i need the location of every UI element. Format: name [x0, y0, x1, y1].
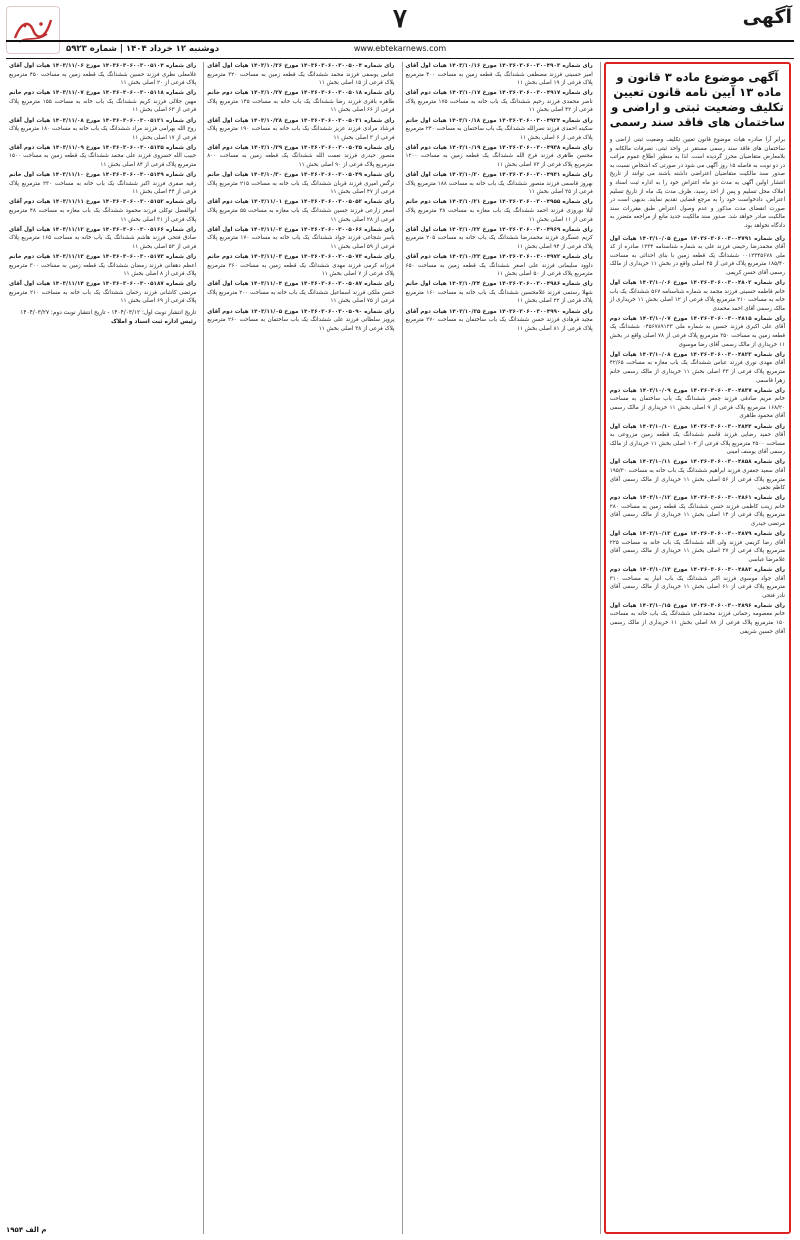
columns-container — [6, 62, 794, 1234]
issue-info: دوشنبه ۱۲ خرداد ۱۴۰۴ | شماره ۵۹۲۳ — [66, 44, 220, 54]
ad-entry: رای شماره ۱۴۰۳۶۰۳۰۶۰۰۳۰۰۵۰۴۹ مورخ ۱۴۰۳/۱۰/۳۰ هیات اول خانم نرگس امیری فرزند قربان ششدانگ یک باب خانه به مساحت ۲۱۵ مترمربع پلاک فرعی از ۴۷ اصلی بخش ۱۱ — [207, 172, 395, 196]
ad-entry: رای شماره ۱۴۰۳۶۰۳۰۶۰۰۳۰۰۴۹۳۸ مورخ ۱۴۰۳/۱۰/۱۹ هیات دوم آقای محسن طاهری فرزند فرج الله ششدانگ یک قطعه زمین به مساحت ۱۲۰۰ مترمربع پلاک فرعی از ۷۳ اصلی بخش ۱۱ — [405, 144, 593, 169]
ad-entry: رای شماره ۱۴۰۳۶۰۳۰۶۰۰۳۰۰۴۸۵۸ مورخ ۱۴۰۳/۱۰/۱۱ هیات اول آقای سعید جعفری فرزند ابراهیم ششدانگ یک باب خانه به مساحت ۱۹۵/۳۰ مترمربع پلاک فرعی از ۵۶ اصلی بخش ۱۱ خریداری از مالک رسمی آقای کاظم نجفی — [609, 459, 786, 492]
ad-entry: رای شماره ۱۴۰۳۶۰۳۰۶۰۰۳۰۰۵۱۰۴ مورخ ۱۴۰۳/۱۱/۰۶ هیات اول آقای غلامعلی نظری فرزند حسین ششدانگ یک قطعه زمین به مساحت ۴۵۰ مترمربع پلاک فرعی از ۲۰ اصلی بخش ۱۱ — [9, 63, 197, 87]
ad-intro: برابر آرا صادره هیات موضوع قانون تعیین تکلیف وضعیت ثبتی اراضی و ساختمان های فاقد سند رسمی مستقر در واحد ثبتی، تصرفات مالکانه و بلامعارض متقاضیان محرز گردیده است. لذا به منظور اطلاع عموم مراتب در دو نوبت به فاصله ۱۵ روز آگهی می شود در صورتی که اشخاص نسبت به صدور سند مالکیت متقاضیان اعتراضی داشته باشند می توانند از تاریخ انتشار اولین آگهی به مدت دو ماه اعتراض خود را به اداره ثبت اسناد و املاک محل تسلیم و پس از اخذ رسید، ظرف مدت یک ماه از تاریخ تسلیم اعتراض، دادخواست خود را به مرجع قضایی تقدیم نمایند. بدیهی است در صورت انقضای مدت مذکور و عدم وصول اعتراض طبق مقررات سند مالکیت صادر خواهد شد. صدور سند مالکیت جدید مانع از مراجعه متضرر به دادگاه نخواهد بود. — [609, 137, 785, 229]
entries-list — [207, 62, 394, 333]
ad-entry: رای شماره ۱۴۰۳۶۰۳۰۶۰۰۳۰۰۴۸۶۱ مورخ ۱۴۰۳/۱۰/۱۲ هیات دوم خانم زینب کاظمی فرزند حسن ششدانگ یک قطعه زمین به مساحت ۲۸۰ مترمربع پلاک فرعی از ۱۴ اصلی بخش ۱۱ خریداری از مالک رسمی آقای مرتضی حیدری — [609, 495, 786, 528]
ad-entry: رای شماره ۱۴۰۳۶۰۳۰۶۰۰۳۰۰۴۹۰۳ مورخ ۱۴۰۳/۱۰/۱۶ هیات اول آقای امیر حسینی فرزند مصطفی ششدانگ یک قطعه زمین به مساحت ۴۰۰ مترمربع پلاک فرعی از ۱۹ اصلی بخش ۱۱ — [405, 63, 593, 87]
ad-entry: رای شماره ۱۴۰۳۶۰۳۰۶۰۰۳۰۰۴۹۱۷ مورخ ۱۴۰۳/۱۰/۱۷ هیات دوم آقای ناصر محمدی فرزند رحیم ششدانگ یک باب خانه به مساحت ۱۷۵ مترمربع پلاک فرعی از ۴۲ اصلی بخش ۱۱ — [405, 90, 593, 114]
ad-entry: رای شماره ۱۴۰۳۶۰۳۰۶۰۰۳۰۰۵۰۱۸ مورخ ۱۴۰۳/۱۰/۲۷ هیات دوم خانم طاهره باقری فرزند رضا ششدانگ یک باب خانه به مساحت ۱۴۵ مترمربع پلاک فرعی از ۶۶ اصلی بخش ۱۱ — [207, 90, 395, 114]
ad-entry: رای شماره ۱۴۰۳۶۰۳۰۶۰۰۳۰۰۵۱۵۲ مورخ ۱۴۰۳/۱۱/۱۱ هیات دوم آقای ابوالفضل توکلی فرزند محمود ششدانگ یک باب مغازه به مساحت ۴۸ مترمربع پلاک فرعی از ۳۱ اصلی بخش ۱۱ — [9, 199, 197, 223]
ad-entry: رای شماره ۱۴۰۳۶۰۳۰۶۰۰۳۰۰۴۸۷۹ مورخ ۱۴۰۳/۱۰/۱۳ هیات اول آقای رضا کریمی فرزند ولی الله ششدانگ یک باب خانه به مساحت ۲۲۵ مترمربع پلاک فرعی از ۲۷ اصلی بخش ۱۱ خریداری از مالک رسمی آقای غلامرضا عباسی — [609, 531, 786, 563]
ad-entry: رای شماره ۱۴۰۳۶۰۳۰۶۰۰۳۰۰۵۰۵۲ مورخ ۱۴۰۳/۱۱/۰۱ هیات دوم آقای اصغر زارعی فرزند حسین ششدانگ یک باب مغازه به مساحت ۵۵ مترمربع پلاک فرعی از ۲۸ اصلی بخش ۱۱ — [207, 199, 395, 223]
entries-list — [9, 62, 196, 306]
ad-box — [604, 62, 791, 1234]
ad-entry: رای شماره ۱۴۰۳۶۰۳۰۶۰۰۳۰۰۴۹۴۱ مورخ ۱۴۰۳/۱۰/۲۰ هیات اول آقای بهروز قاسمی فرزند منصور ششدانگ یک باب خانه به مساحت ۱۸۸ مترمربع پلاک فرعی از ۳۵ اصلی بخش ۱۱ — [405, 172, 593, 196]
ad-entry: رای شماره ۱۴۰۳۶۰۳۰۶۰۰۳۰۰۵۱۲۱ مورخ ۱۴۰۳/۱۱/۰۸ هیات اول آقای روح الله بهرامی فرزند مراد ششدانگ یک باب خانه به مساحت ۱۸۰ مترمربع پلاک فرعی از ۱۷ اصلی بخش ۱۱ — [9, 117, 197, 141]
ad-entry: رای شماره ۱۴۰۳۶۰۳۰۶۰۰۳۰۰۵۱۱۸ مورخ ۱۴۰۳/۱۱/۰۷ هیات دوم خانم مهین جلالی فرزند کریم ششدانگ یک باب خانه به مساحت ۱۵۵ مترمربع پلاک فرعی از ۶۳ اصلی بخش ۱۱ — [9, 90, 197, 114]
entries-list — [406, 62, 593, 333]
footer-block — [9, 309, 196, 327]
column-2 — [402, 62, 596, 1234]
section-title: آگهی — [742, 6, 792, 28]
ad-entry: رای شماره ۱۴۰۳۶۰۳۰۶۰۰۳۰۰۴۹۲۴ مورخ ۱۴۰۳/۱۰/۱۸ هیات اول خانم سکینه احمدی فرزند نصرالله ششدانگ یک باب ساختمان به مساحت ۲۴۰ مترمربع پلاک فرعی از ۶ اصلی بخش ۱۱ — [405, 117, 593, 141]
ad-entry: رای شماره ۱۴۰۳۶۰۳۰۶۰۰۳۰۰۴۸۸۲ مورخ ۱۴۰۳/۱۰/۱۴ هیات دوم آقای جواد موسوی فرزند اکبر ششدانگ یک باب انبار به مساحت ۳۱۰ مترمربع پلاک فرعی از ۶۱ اصلی بخش ۱۱ خریداری از مالک رسمی آقای نادر فتحی — [609, 567, 786, 599]
ad-entry: رای شماره ۱۴۰۳۶۰۳۰۶۰۰۳۰۰۴۸۰۲ مورخ ۱۴۰۳/۱۰/۰۶ هیات اول خانم فاطمه حسینی فرزند محمد به شماره شناسنامه ۵۶۷ ششدانگ یک باب خانه به مساحت ۲۱۰ مترمربع پلاک فرعی از ۱۲ اصلی بخش ۱۱ خریداری از مالک رسمی آقای احمد محمدی — [609, 280, 786, 312]
ad-code: م الف ۱۹۵۴ — [6, 1226, 47, 1234]
column-1 — [600, 62, 794, 1234]
ad-entry: رای شماره ۱۴۰۳۶۰۳۰۶۰۰۳۰۰۴۹۵۵ مورخ ۱۴۰۳/۱۰/۲۱ هیات دوم خانم لیلا نوروزی فرزند احمد ششدانگ یک باب مغازه به مساحت ۳۸ مترمربع پلاک فرعی از ۱۱ اصلی بخش ۱۱ — [405, 199, 593, 223]
ad-entry: رای شماره ۱۴۰۳۶۰۳۰۶۰۰۳۰۰۵۰۳۵ مورخ ۱۴۰۳/۱۰/۲۹ هیات دوم آقای منصور حیدری فرزند نعمت الله ششدانگ یک قطعه زمین به مساحت ۸۰۰ مترمربع پلاک فرعی از ۹۰ اصلی بخش ۱۱ — [207, 144, 395, 169]
website-url[interactable]: www.ebtekarnews.com — [353, 44, 447, 53]
entries-list — [610, 235, 785, 637]
ad-title: آگهی موضوع ماده ۳ قانون و ماده ۱۳ آیین نامه قانون تعیین تکلیف وضعیت ثبتی و اراضی و ساختمان های فاقد سند رسمی — [609, 70, 785, 129]
ad-entry: رای شماره ۱۴۰۳۶۰۳۰۶۰۰۳۰۰۵۱۸۷ مورخ ۱۴۰۳/۱۱/۱۴ هیات اول آقای مرتضی کاشانی فرزند رحمان ششدانگ یک باب خانه به مساحت ۲۱۰ مترمربع پلاک فرعی از ۶۹ اصلی بخش ۱۱ — [9, 281, 197, 305]
page-number: ۷ — [393, 4, 407, 34]
ad-entry: رای شماره ۱۴۰۳۶۰۳۰۶۰۰۳۰۰۵۰۶۶ مورخ ۱۴۰۳/۱۱/۰۲ هیات اول آقای یاسر شجاعی فرزند جواد ششدانگ یک باب خانه به مساحت ۱۷۰ مترمربع پلاک فرعی از ۵۹ اصلی بخش ۱۱ — [207, 226, 395, 250]
ad-entry: رای شماره ۱۴۰۳۶۰۳۰۶۰۰۳۰۰۵۱۴۹ مورخ ۱۴۰۳/۱۱/۱۰ هیات اول خانم رقیه صفری فرزند اکبر ششدانگ یک باب خانه به مساحت ۲۳۰ مترمربع پلاک فرعی از ۴۴ اصلی بخش ۱۱ — [9, 172, 197, 196]
ad-entry: رای شماره ۱۴۰۳۶۰۳۰۶۰۰۳۰۰۴۹۶۹ مورخ ۱۴۰۳/۱۰/۲۲ هیات اول آقای کریم عسگری فرزند محمدرضا ششدانگ یک باب خانه به مساحت ۲۰۵ مترمربع پلاک فرعی از ۹۴ اصلی بخش ۱۱ — [405, 226, 593, 250]
publish-dates: تاریخ انتشار نوبت اول: ۱۴۰۴/۰۳/۱۲ - تاریخ انتشار نوبت دوم: ۱۴۰۴/۰۳/۲۷ — [20, 310, 197, 317]
signature: رئیس اداره ثبت اسناد و املاک — [110, 319, 197, 326]
ad-entry: رای شماره ۱۴۰۳۶۰۳۰۶۰۰۳۰۰۵۰۸۷ مورخ ۱۴۰۳/۱۱/۰۴ هیات اول آقای حسن ملکی فرزند اسماعیل ششدانگ یک باب خانه به مساحت ۲۰۰ مترمربع پلاک فرعی از ۷۵ اصلی بخش ۱۱ — [207, 281, 395, 305]
ad-entry: رای شماره ۱۴۰۳۶۰۳۰۶۰۰۳۰۰۴۸۳۷ مورخ ۱۴۰۳/۱۰/۰۹ هیات دوم خانم مریم صادقی فرزند جعفر ششدانگ یک باب ساختمان به مساحت ۱۶۸/۲۰ مترمربع پلاک فرعی از ۹ اصلی بخش ۱۱ خریداری از مالک رسمی آقای محمود طاهری — [609, 387, 785, 420]
ad-entry: رای شماره ۱۴۰۳۶۰۳۰۶۰۰۳۰۰۵۱۳۵ مورخ ۱۴۰۳/۱۱/۰۹ هیات دوم آقای حبیب الله خسروی فرزند علی محمد ششدانگ یک قطعه زمین به مساحت ۱۵۰۰ مترمربع پلاک فرعی از ۸۴ اصلی بخش ۱۱ — [9, 144, 197, 169]
ad-entry: رای شماره ۱۴۰۳۶۰۳۰۶۰۰۳۰۰۴۸۱۵ مورخ ۱۴۰۳/۱۰/۰۷ هیات دوم آقای علی اکبری فرزند حسین به شماره ملی ۰۴۵۶۷۸۹۱۲۳ ششدانگ یک قطعه زمین به مساحت ۳۵۰ مترمربع پلاک فرعی از ۷۸ اصلی واقع در بخش ۱۱ خریداری از مالک رسمی آقای رضا موسوی — [609, 315, 785, 348]
header-divider — [6, 40, 794, 42]
ad-entry: رای شماره ۱۴۰۳۶۰۳۰۶۰۰۳۰۰۵۱۶۶ مورخ ۱۴۰۳/۱۱/۱۲ هیات اول آقای صادق فتحی فرزند هاشم ششدانگ یک باب خانه به مساحت ۱۶۵ مترمربع پلاک فرعی از ۵۲ اصلی بخش ۱۱ — [9, 226, 197, 250]
column-3 — [203, 62, 397, 1234]
ad-entry: رای شماره ۱۴۰۳۶۰۳۰۶۰۰۳۰۰۵۰۰۴ مورخ ۱۴۰۳/۱۰/۲۶ هیات اول آقای عباس یوسفی فرزند محمد ششدانگ یک قطعه زمین به مساحت ۳۲۰ مترمربع پلاک فرعی از ۱۵ اصلی بخش ۱۱ — [207, 63, 395, 87]
column-4 — [6, 62, 199, 1234]
ad-entry: رای شماره ۱۴۰۳۶۰۳۰۶۰۰۳۰۰۴۸۹۶ مورخ ۱۴۰۳/۱۰/۱۵ هیات اول خانم معصومه رحمانی فرزند محمدعلی ششدانگ یک باب خانه به مساحت ۱۵۰ مترمربع پلاک فرعی از ۸۸ اصلی بخش ۱۱ خریداری از مالک رسمی آقای حسین شریفی — [609, 602, 785, 635]
ad-entry: رای شماره ۱۴۰۳۶۰۳۰۶۰۰۳۰۰۵۰۷۳ مورخ ۱۴۰۳/۱۱/۰۳ هیات دوم خانم فرزانه کرمی فرزند مهدی ششدانگ یک قطعه زمین به مساحت ۳۶۰ مترمربع پلاک فرعی از ۷ اصلی بخش ۱۱ — [207, 253, 395, 278]
ad-entry: رای شماره ۱۴۰۳۶۰۳۰۶۰۰۳۰۰۴۷۹۱ مورخ ۱۴۰۳/۱۰/۰۵ هیات اول آقای محمدرضا رحیمی فرزند علی به شماره شناسنامه ۱۲۳۴ صادره از کد ملی ۰۰۱۲۳۴۵۶۷۸ ششدانگ یک قطعه زمین با بنای احداثی به مساحت ۱۸۵/۴۰ مترمربع پلاک فرعی از ۴۵ اصلی واقع در بخش ۱۱ خریداری از مالک رسمی آقای حسن کریمی — [609, 235, 785, 276]
ad-entry: رای شماره ۱۴۰۳۶۰۳۰۶۰۰۳۰۰۴۹۸۶ مورخ ۱۴۰۳/۱۰/۲۴ هیات اول خانم شهلا رستمی فرزند غلامحسین ششدانگ یک باب خانه به مساحت ۱۶۰ مترمربع پلاک فرعی از ۲۲ اصلی بخش ۱۱ — [405, 281, 593, 305]
ad-entry: رای شماره ۱۴۰۳۶۰۳۰۶۰۰۳۰۰۵۰۲۱ مورخ ۱۴۰۳/۱۰/۲۸ هیات اول آقای فرشاد مرادی فرزند عزیز ششدانگ یک باب خانه به مساحت ۱۹۰ مترمربع پلاک فرعی از ۳ اصلی بخش ۱۱ — [207, 117, 395, 141]
ad-entry: رای شماره ۱۴۰۳۶۰۳۰۶۰۰۳۰۰۴۹۷۲ مورخ ۱۴۰۳/۱۰/۲۳ هیات دوم آقای داوود سلیمانی فرزند علی اصغر ششدانگ یک قطعه زمین به مساحت ۶۵۰ مترمربع پلاک فرعی از ۵۰ اصلی بخش ۱۱ — [405, 253, 593, 278]
calligraphy-logo-icon — [11, 12, 55, 48]
ad-entry: رای شماره ۱۴۰۳۶۰۳۰۶۰۰۳۰۰۵۱۷۳ مورخ ۱۴۰۳/۱۱/۱۳ هیات دوم خانم اعظم دهقانی فرزند رمضان ششدانگ یک قطعه زمین به مساحت ۳۰۰ مترمربع پلاک فرعی از ۸ اصلی بخش ۱۱ — [9, 253, 197, 278]
ad-entry: رای شماره ۱۴۰۳۶۰۳۰۶۰۰۳۰۰۴۸۴۴ مورخ ۱۴۰۳/۱۰/۱۰ هیات اول آقای حمید رضایی فرزند قاسم ششدانگ یک قطعه زمین مزروعی به مساحت ۲۵۰۰ مترمربع پلاک فرعی از ۱۰۲ اصلی بخش ۱۱ خریداری از مالک رسمی آقای یوسف امینی — [609, 423, 785, 456]
ad-entry: رای شماره ۱۴۰۳۶۰۳۰۶۰۰۳۰۰۵۰۹۰ مورخ ۱۴۰۳/۱۱/۰۵ هیات دوم آقای پرویز سلطانی فرزند علی ششدانگ یک باب ساختمان به مساحت ۲۶۰ مترمربع پلاک فرعی از ۳۸ اصلی بخش ۱۱ — [207, 308, 395, 332]
header-divider-bottom — [6, 58, 794, 59]
ad-entry: رای شماره ۱۴۰۳۶۰۳۰۶۰۰۳۰۰۴۸۲۳ مورخ ۱۴۰۳/۱۰/۰۸ هیات اول آقای مهدی نوری فرزند عباس ششدانگ یک باب مغازه به مساحت ۴۲/۶۵ مترمربع پلاک فرعی از ۳۳ اصلی بخش ۱۱ خریداری از مالک رسمی خانم زهرا قاسمی — [609, 351, 785, 384]
ad-entry: رای شماره ۱۴۰۳۶۰۳۰۶۰۰۳۰۰۴۹۹۰ مورخ ۱۴۰۳/۱۰/۲۵ هیات دوم آقای مجید فرهادی فرزند حسن ششدانگ یک باب ساختمان به مساحت ۲۷۰ مترمربع پلاک فرعی از ۸۱ اصلی بخش ۱۱ — [405, 308, 593, 332]
page-header — [0, 0, 800, 62]
